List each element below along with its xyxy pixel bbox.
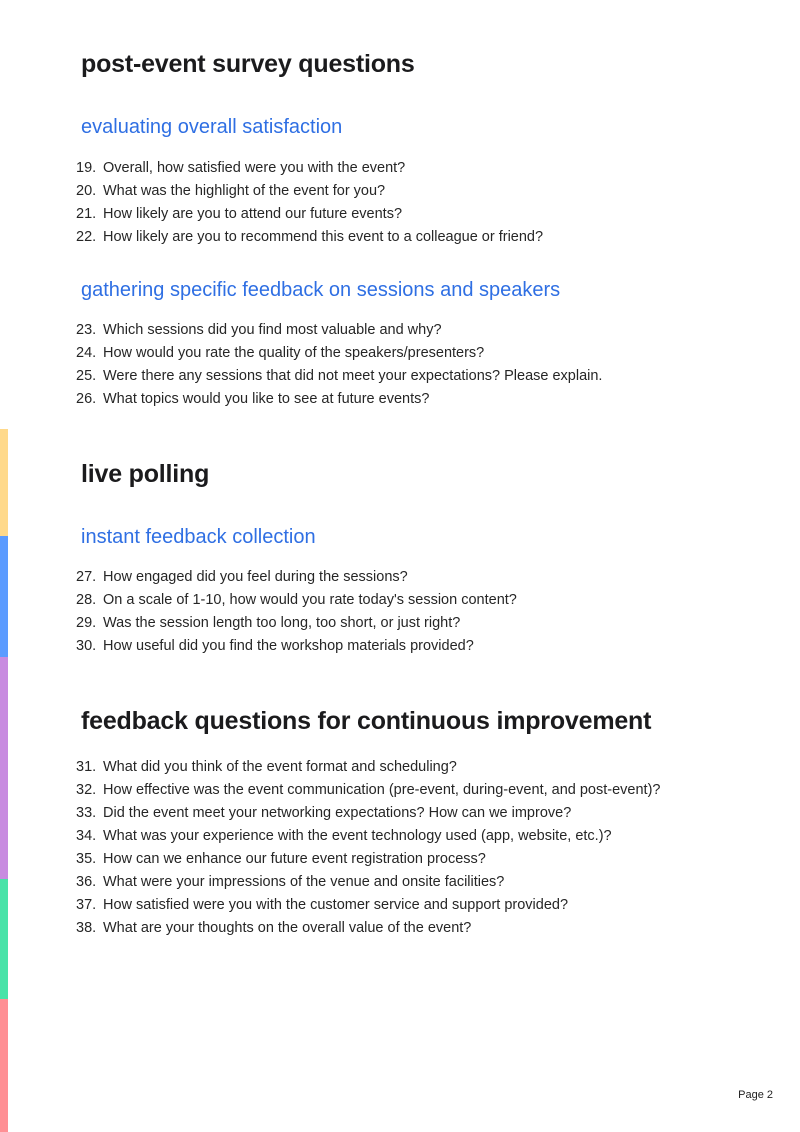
question-text: How would you rate the quality of the speakers/presenters?	[103, 345, 485, 361]
question-number: 24.	[76, 345, 97, 361]
question-text: What was the highlight of the event for you?	[103, 183, 386, 199]
question-text: What topics would you like to see at future events?	[103, 391, 430, 407]
question-number: 37.	[76, 897, 97, 913]
question-number: 35.	[76, 851, 97, 867]
question-item	[76, 342, 602, 365]
question-text: How satisfied were you with the customer service and support provided?	[103, 897, 569, 913]
question-item	[76, 612, 517, 635]
question-number: 26.	[76, 391, 97, 407]
question-list-overall-satisfaction	[76, 157, 543, 249]
subsection-title-sessions-speakers: gathering specific feedback on sessions and speakers	[81, 279, 561, 301]
question-number: 30.	[76, 638, 97, 654]
question-item	[76, 388, 602, 411]
question-text: Which sessions did you find most valuable and why?	[103, 322, 442, 338]
question-text: What was your experience with the event technology used (app, website, etc.)?	[103, 828, 612, 844]
question-text: Was the session length too long, too short, or just right?	[103, 615, 461, 631]
question-number: 33.	[76, 805, 97, 821]
accent-stripe-green	[0, 879, 8, 999]
question-text: How engaged did you feel during the sessions?	[103, 569, 408, 585]
question-number: 36.	[76, 874, 97, 890]
section-title-live-polling: live polling	[81, 460, 210, 488]
question-number: 25.	[76, 368, 97, 384]
subsection-title-instant-feedback: instant feedback collection	[81, 526, 316, 548]
question-number: 21.	[76, 206, 97, 222]
question-text: What were your impressions of the venue and onsite facilities?	[103, 874, 505, 890]
question-number: 19.	[76, 160, 97, 176]
question-item	[76, 779, 660, 802]
page-number: Page 2	[738, 1089, 773, 1101]
question-list-sessions-speakers	[76, 319, 602, 411]
question-number: 32.	[76, 782, 97, 798]
question-text: How can we enhance our future event registration process?	[103, 851, 486, 867]
question-number: 27.	[76, 569, 97, 585]
section-title-continuous-improvement: feedback questions for continuous improvement	[81, 707, 652, 735]
question-item	[76, 825, 660, 848]
question-text: How likely are you to attend our future events?	[103, 206, 403, 222]
question-number: 20.	[76, 183, 97, 199]
question-item	[76, 848, 660, 871]
accent-stripe-purple	[0, 657, 8, 879]
question-text: Were there any sessions that did not meet your expectations? Please explain.	[103, 368, 603, 384]
question-number: 34.	[76, 828, 97, 844]
section-title-post-event-survey: post-event survey questions	[81, 50, 415, 78]
question-number: 38.	[76, 920, 97, 936]
question-item	[76, 756, 660, 779]
question-text: What did you think of the event format and scheduling?	[103, 759, 457, 775]
question-number: 28.	[76, 592, 97, 608]
question-item	[76, 871, 660, 894]
question-number: 23.	[76, 322, 97, 338]
question-item	[76, 917, 660, 940]
question-item	[76, 589, 517, 612]
question-text: What are your thoughts on the overall value of the event?	[103, 920, 472, 936]
question-text: How likely are you to recommend this event to a colleague or friend?	[103, 229, 544, 245]
question-list-continuous-improvement	[76, 756, 660, 940]
question-item	[76, 180, 543, 203]
question-number: 22.	[76, 229, 97, 245]
question-item	[76, 226, 543, 249]
question-number: 31.	[76, 759, 97, 775]
question-item	[76, 319, 602, 342]
question-item	[76, 157, 543, 180]
question-number: 29.	[76, 615, 97, 631]
accent-stripe-red	[0, 999, 8, 1132]
question-item	[76, 894, 660, 917]
question-text: How effective was the event communication (pre-event, during-event, and post-event)?	[103, 782, 661, 798]
question-list-instant-feedback	[76, 566, 517, 658]
question-text: On a scale of 1-10, how would you rate today's session content?	[103, 592, 517, 608]
accent-stripe-yellow	[0, 429, 8, 536]
question-item	[76, 802, 660, 825]
question-item	[76, 203, 543, 226]
question-item	[76, 365, 602, 388]
question-text: Overall, how satisfied were you with the event?	[103, 160, 406, 176]
question-text: Did the event meet your networking expectations? How can we improve?	[103, 805, 572, 821]
question-text: How useful did you find the workshop materials provided?	[103, 638, 474, 654]
subsection-title-overall-satisfaction: evaluating overall satisfaction	[81, 116, 343, 138]
question-item	[76, 566, 517, 589]
question-item	[76, 635, 517, 658]
accent-stripe-blue	[0, 536, 8, 657]
